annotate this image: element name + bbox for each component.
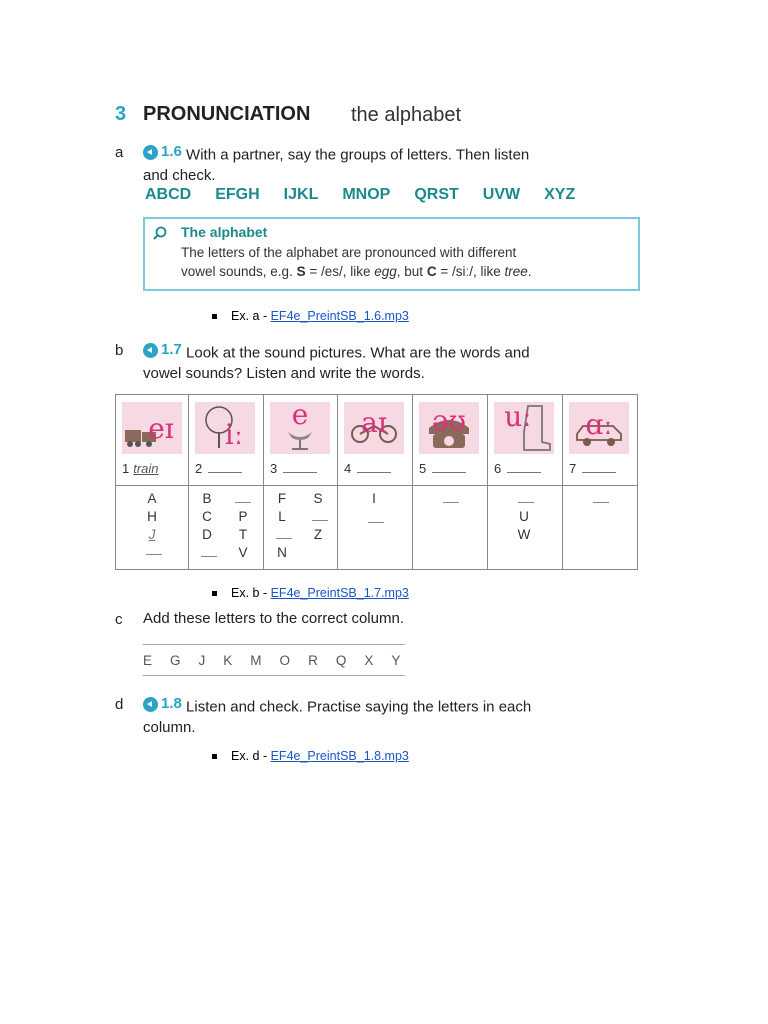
car-icon [569, 402, 629, 454]
sound-pictures-table [115, 394, 638, 570]
audio-track-1-7[interactable]: 1.7 [143, 340, 182, 360]
sound-column-5 [412, 395, 487, 569]
ipa-symbol: əʊ [432, 404, 466, 437]
answer-1: 1 train [122, 461, 159, 476]
ipa-symbol: eɪ [148, 412, 174, 445]
speaker-icon [143, 343, 158, 358]
bullet-icon [212, 591, 217, 596]
answer-3: 3 [270, 461, 317, 476]
exercise-c-instruction: Add these letters to the correct column. [143, 610, 404, 627]
magnifier-icon [153, 226, 167, 240]
letter-group: QRST [414, 186, 459, 203]
audio-link-row-b: Ex. b - EF4e_PreintSB_1.7.mp3 [212, 586, 409, 600]
letter-group: ABCD [145, 186, 192, 203]
exercise-a-instruction: 1.6 With a partner, say the groups of letters. Then listen and check. [143, 143, 530, 184]
letter-group: MNOP [342, 186, 391, 203]
ipa-symbol: ɑː [585, 408, 613, 441]
info-box-body: The letters of the alphabet are pronounced with different vowel sounds, e.g. S = /es/, like egg, but C = /siː/, like tree. [181, 245, 532, 279]
ipa-symbol: aɪ [361, 406, 387, 439]
train-icon [122, 402, 182, 454]
speaker-icon [143, 697, 158, 712]
audio-track-1-8[interactable]: 1.8 [143, 694, 182, 714]
sound-column-3: e 3 F L N S Z [263, 395, 337, 569]
egg-icon [270, 398, 330, 454]
exercise-d-letter: d [115, 696, 124, 713]
answer-2: 2 [195, 461, 242, 476]
bike-icon [344, 402, 404, 454]
exercise-a-letter: a [115, 144, 124, 161]
sound-column-6: uː 6 U W [487, 395, 562, 569]
ipa-symbol: uː [504, 400, 532, 433]
sound-column-2: iː 2 B C D P T V [188, 395, 263, 569]
audio-link-row-a: Ex. a - EF4e_PreintSB_1.6.mp3 [212, 309, 409, 323]
exercise-c-letter: c [115, 611, 123, 628]
sound-column-7 [562, 395, 637, 569]
letter-group: IJKL [283, 186, 319, 203]
audio-track-1-6[interactable]: 1.6 [143, 142, 182, 162]
audio-link-a[interactable]: EF4e_PreintSB_1.6.mp3 [270, 309, 409, 323]
letter-group: XYZ [544, 186, 576, 203]
audio-link-b[interactable]: EF4e_PreintSB_1.7.mp3 [270, 586, 409, 600]
phone-icon [419, 402, 479, 454]
audio-link-row-d: Ex. d - EF4e_PreintSB_1.8.mp3 [212, 749, 409, 763]
speaker-icon [143, 145, 158, 160]
letters-to-sort: E G J K M O R Q X Y [143, 644, 405, 676]
exercise-b-instruction: 1.7 Look at the sound pictures. What are the words and vowel sounds? Listen and write the words. [143, 341, 530, 382]
info-box-title: The alphabet [181, 224, 268, 240]
answer-6: 6 [494, 461, 541, 476]
tree-icon [195, 402, 255, 454]
page-title: PRONUNCIATION [143, 103, 311, 125]
bullet-icon [212, 314, 217, 319]
sound-column-4: aɪ 4 I [337, 395, 412, 569]
answer-4: 4 [344, 461, 391, 476]
answer-7: 7 [569, 461, 616, 476]
letter-groups [145, 186, 599, 204]
exercise-b-letter: b [115, 342, 124, 359]
bullet-icon [212, 754, 217, 759]
section-number: 3 [115, 103, 127, 125]
letter-group: UVW [482, 186, 521, 203]
audio-link-d[interactable]: EF4e_PreintSB_1.8.mp3 [270, 749, 409, 763]
ipa-symbol: iː [224, 418, 244, 451]
page-subtitle: the alphabet [351, 104, 462, 126]
exercise-d-instruction: 1.8 Listen and check. Practise saying the letters in each column. [143, 695, 532, 736]
letter-group: EFGH [215, 186, 260, 203]
answer-5: 5 [419, 461, 466, 476]
boot-icon [494, 402, 554, 454]
ipa-symbol: e [291, 398, 309, 431]
sound-column-1: eɪ 1 train A H J [116, 395, 188, 569]
